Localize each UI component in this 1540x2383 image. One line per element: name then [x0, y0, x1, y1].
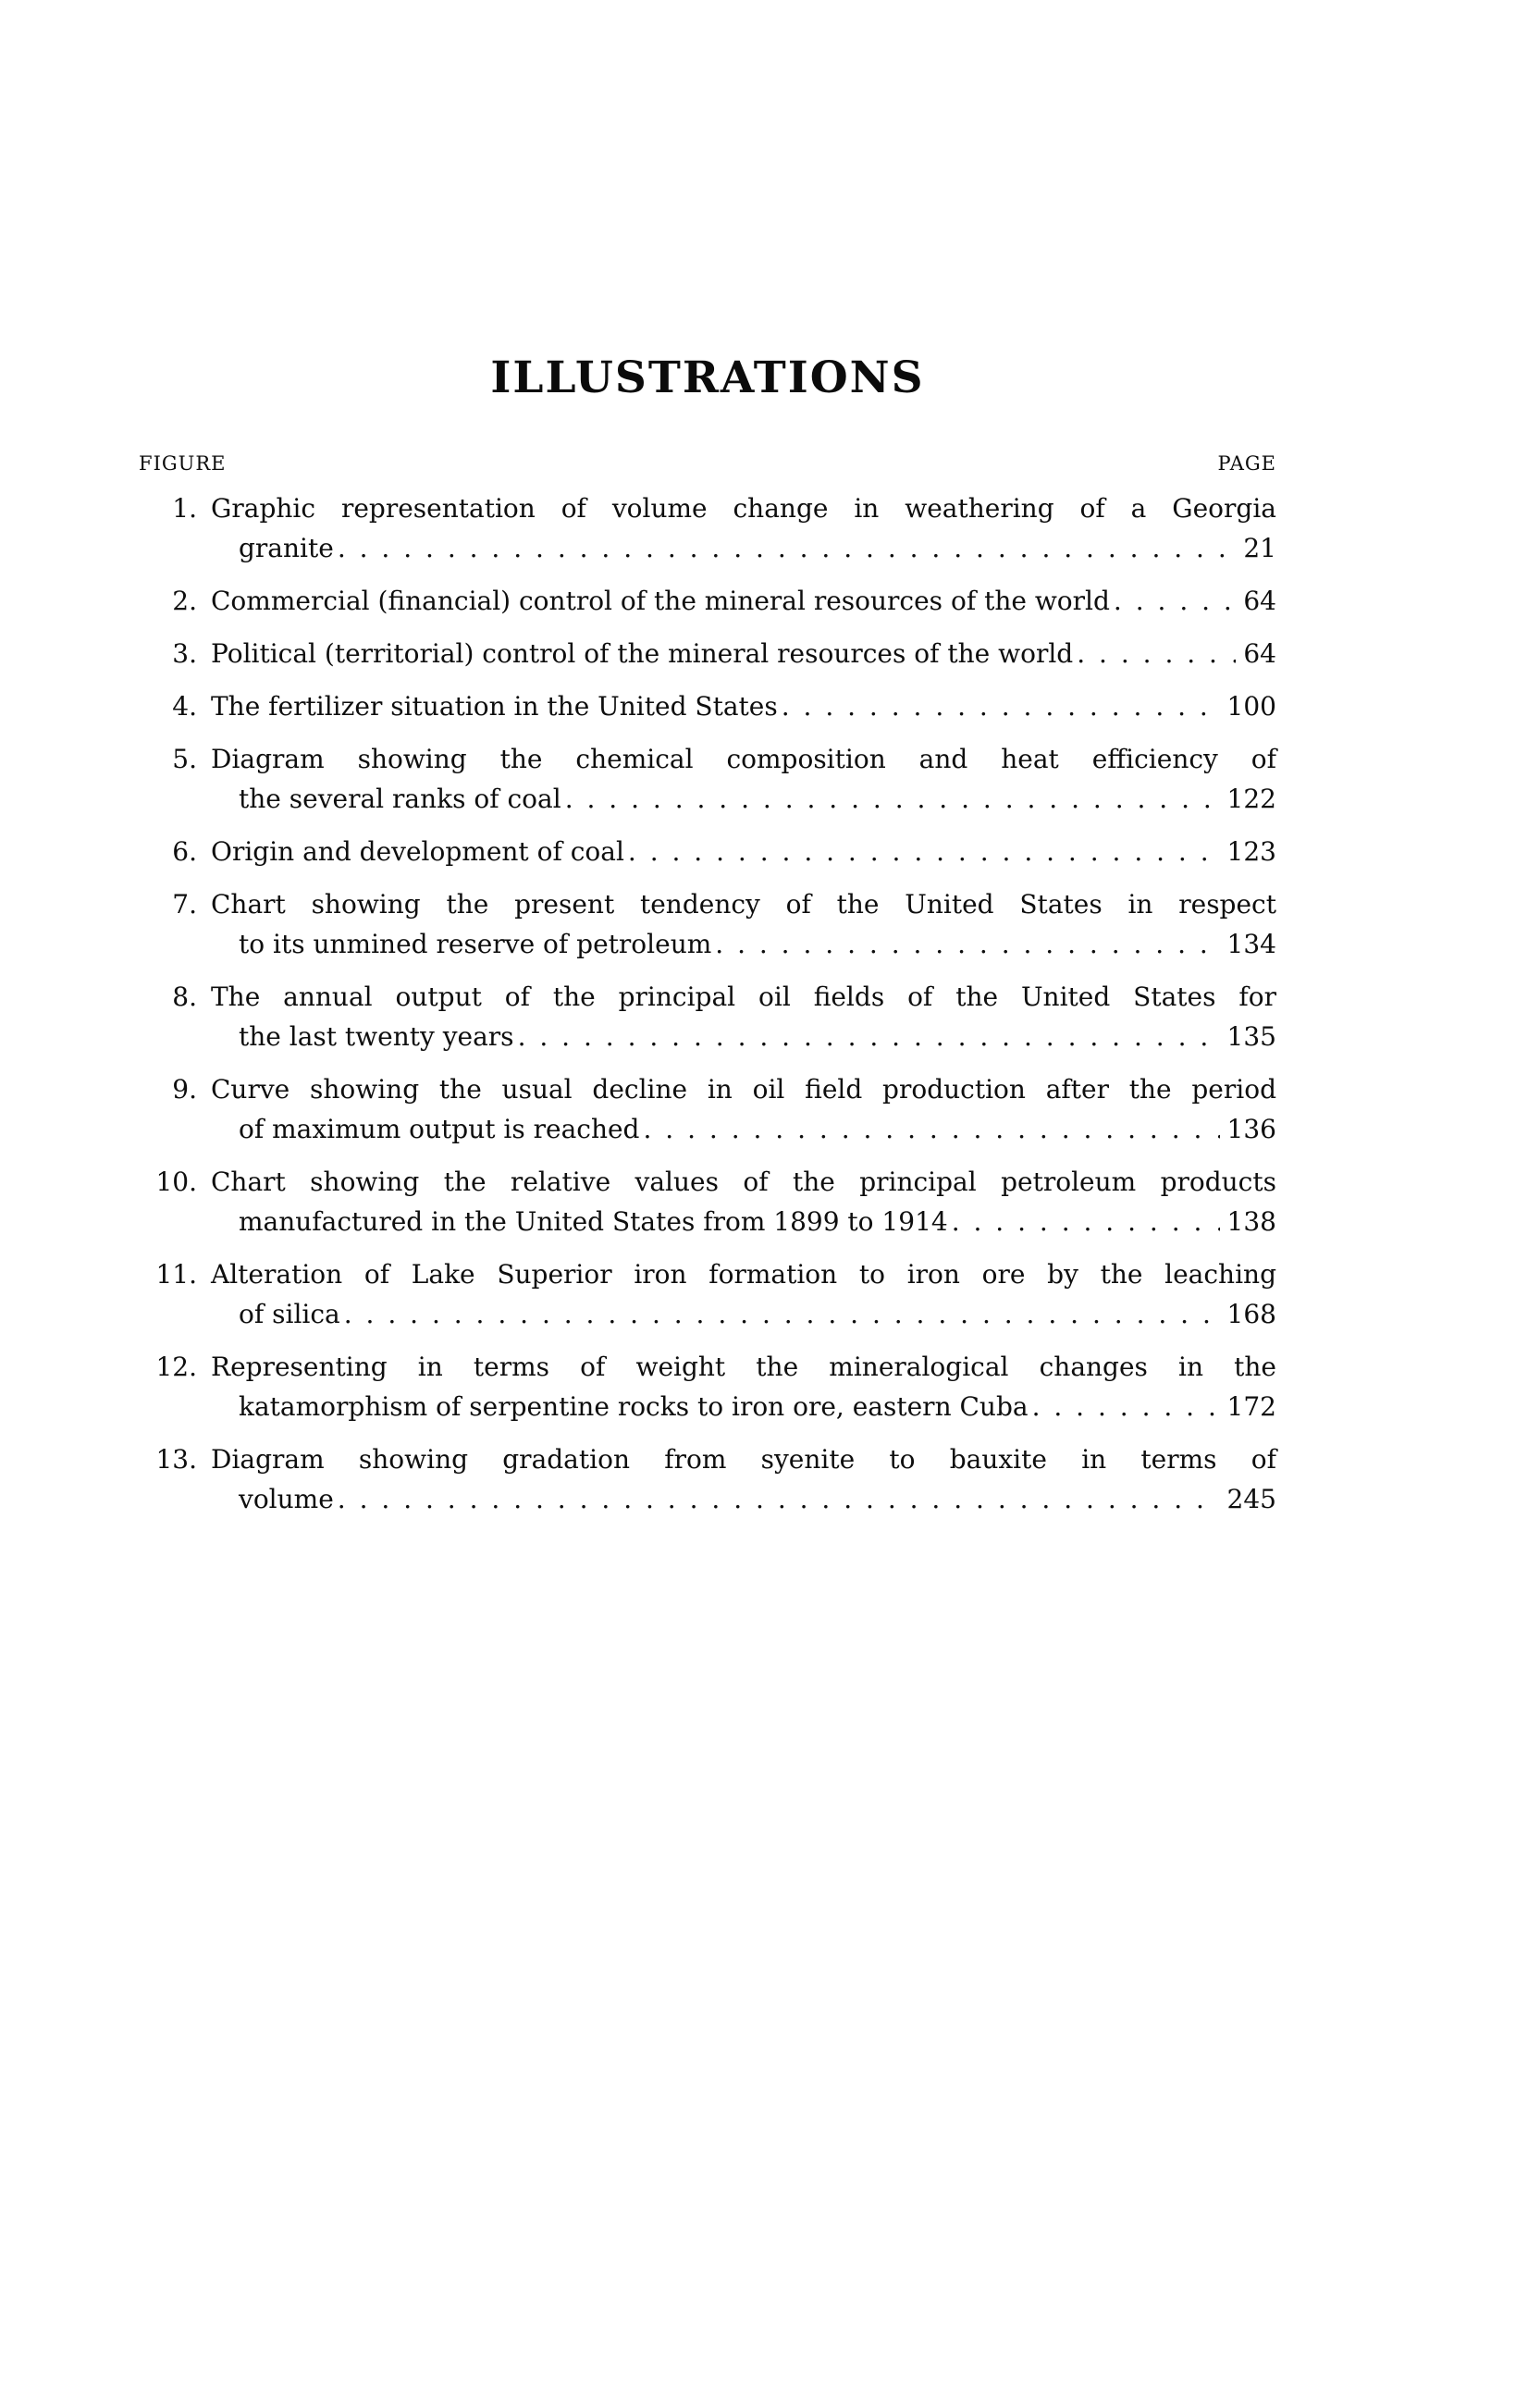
- dot-leader: [1114, 581, 1236, 621]
- entry-text: to its unmined reserve of petroleum: [239, 929, 712, 960]
- page-column-label: PAGE: [1217, 452, 1276, 475]
- entry-final-line: [211, 1479, 1276, 1519]
- entry-number: 3.: [172, 638, 197, 670]
- toc-entry: [139, 1254, 1276, 1334]
- dot-leader: [952, 1202, 1220, 1241]
- toc-entry: [139, 488, 1276, 568]
- dot-leader: [338, 1479, 1220, 1519]
- entry-final-line: [211, 1387, 1276, 1426]
- toc-entry: [139, 832, 1276, 871]
- entry-page-number: 100: [1226, 691, 1276, 722]
- illustrations-list: [139, 488, 1276, 1519]
- entry-page-number: 21: [1243, 533, 1276, 564]
- entry-text: the several ranks of coal: [239, 784, 561, 815]
- dot-leader: [344, 1294, 1220, 1334]
- text-block: [139, 0, 1276, 1532]
- entry-text-line: Representing in terms of weight the mineralogical changes in the: [211, 1352, 1276, 1383]
- entry-final-line: [211, 779, 1276, 819]
- entry-text-line: Graphic representation of volume change in weathering of a Georgia: [211, 493, 1276, 525]
- page-title: ILLUSTRATIONS: [490, 352, 925, 403]
- dot-leader: [565, 779, 1220, 819]
- dot-leader: [1032, 1387, 1220, 1426]
- entry-final-line: [211, 634, 1276, 673]
- entry-page-number: 134: [1226, 929, 1276, 960]
- entry-text: Commercial (financial) control of the mineral resources of the world: [211, 586, 1110, 617]
- dot-leader: [715, 924, 1219, 964]
- toc-entry: [139, 739, 1276, 819]
- entry-text: of silica: [239, 1299, 340, 1330]
- entry-number: 11.: [155, 1259, 197, 1290]
- entry-page-number: 136: [1226, 1114, 1276, 1145]
- entry-final-line: [211, 924, 1276, 964]
- toc-entry: [139, 1439, 1276, 1519]
- entry-text: Political (territorial) control of the mineral resources of the world: [211, 638, 1074, 670]
- dot-leader: [628, 832, 1220, 871]
- dot-leader: [518, 1017, 1220, 1056]
- entry-text-line: Alteration of Lake Superior iron formation to iron ore by the leaching: [211, 1259, 1276, 1290]
- entry-number: 12.: [155, 1352, 197, 1383]
- entry-final-line: [211, 528, 1276, 568]
- entry-number: 7.: [172, 889, 197, 920]
- entry-final-line: [211, 1109, 1276, 1149]
- entry-page-number: 122: [1226, 784, 1276, 815]
- toc-entry: [139, 1162, 1276, 1241]
- entry-page-number: 135: [1226, 1021, 1276, 1053]
- figure-column-label: FIGURE: [139, 452, 227, 475]
- entry-text: volume: [239, 1484, 334, 1515]
- toc-entry: [139, 634, 1276, 673]
- toc-entry: [139, 686, 1276, 726]
- entry-text: granite: [239, 533, 334, 564]
- entry-number: 9.: [172, 1074, 197, 1105]
- list-header-row: [139, 452, 1276, 475]
- entry-text-line: The annual output of the principal oil fields of the United States for: [211, 982, 1276, 1013]
- entry-final-line: [211, 1017, 1276, 1056]
- entry-final-line: [211, 832, 1276, 871]
- entry-number: 5.: [172, 744, 197, 775]
- entry-text-line: Chart showing the present tendency of the United States in respect: [211, 889, 1276, 920]
- entry-number: 1.: [172, 493, 197, 525]
- entry-text: manufactured in the United States from 1899 to 1914: [239, 1206, 948, 1238]
- dot-leader: [1077, 634, 1236, 673]
- toc-entry: [139, 1069, 1276, 1149]
- entry-final-line: [211, 686, 1276, 726]
- dot-leader: [643, 1109, 1219, 1149]
- dot-leader: [782, 686, 1220, 726]
- entry-page-number: 123: [1226, 836, 1276, 868]
- entry-page-number: 64: [1243, 586, 1276, 617]
- entry-text: Origin and development of coal: [211, 836, 624, 868]
- entry-page-number: 64: [1243, 638, 1276, 670]
- entry-final-line: [211, 1294, 1276, 1334]
- entry-final-line: [211, 1202, 1276, 1241]
- entry-text: the last twenty years: [239, 1021, 514, 1053]
- entry-page-number: 245: [1226, 1484, 1276, 1515]
- entry-text: katamorphism of serpentine rocks to iron ore, eastern Cuba: [239, 1391, 1029, 1423]
- toc-entry: [139, 581, 1276, 621]
- entry-text: of maximum output is reached: [239, 1114, 640, 1145]
- toc-entry: [139, 1347, 1276, 1426]
- entry-text-line: Diagram showing the chemical composition and heat efficiency of: [211, 744, 1276, 775]
- entry-number: 4.: [172, 691, 197, 722]
- entry-page-number: 138: [1226, 1206, 1276, 1238]
- entry-number: 6.: [172, 836, 197, 868]
- toc-entry: [139, 977, 1276, 1056]
- entry-page-number: 172: [1226, 1391, 1276, 1423]
- entry-text-line: Chart showing the relative values of the principal petroleum products: [211, 1167, 1276, 1198]
- toc-entry: [139, 884, 1276, 964]
- entry-final-line: [211, 581, 1276, 621]
- entry-text-line: Curve showing the usual decline in oil field production after the period: [211, 1074, 1276, 1105]
- entry-number: 10.: [155, 1167, 197, 1198]
- entry-number: 13.: [155, 1444, 197, 1475]
- entry-page-number: 168: [1226, 1299, 1276, 1330]
- entry-text-line: Diagram showing gradation from syenite to bauxite in terms of: [211, 1444, 1276, 1475]
- entry-number: 8.: [172, 982, 197, 1013]
- entry-number: 2.: [172, 586, 197, 617]
- dot-leader: [338, 528, 1237, 568]
- entry-text: The fertilizer situation in the United States: [211, 691, 778, 722]
